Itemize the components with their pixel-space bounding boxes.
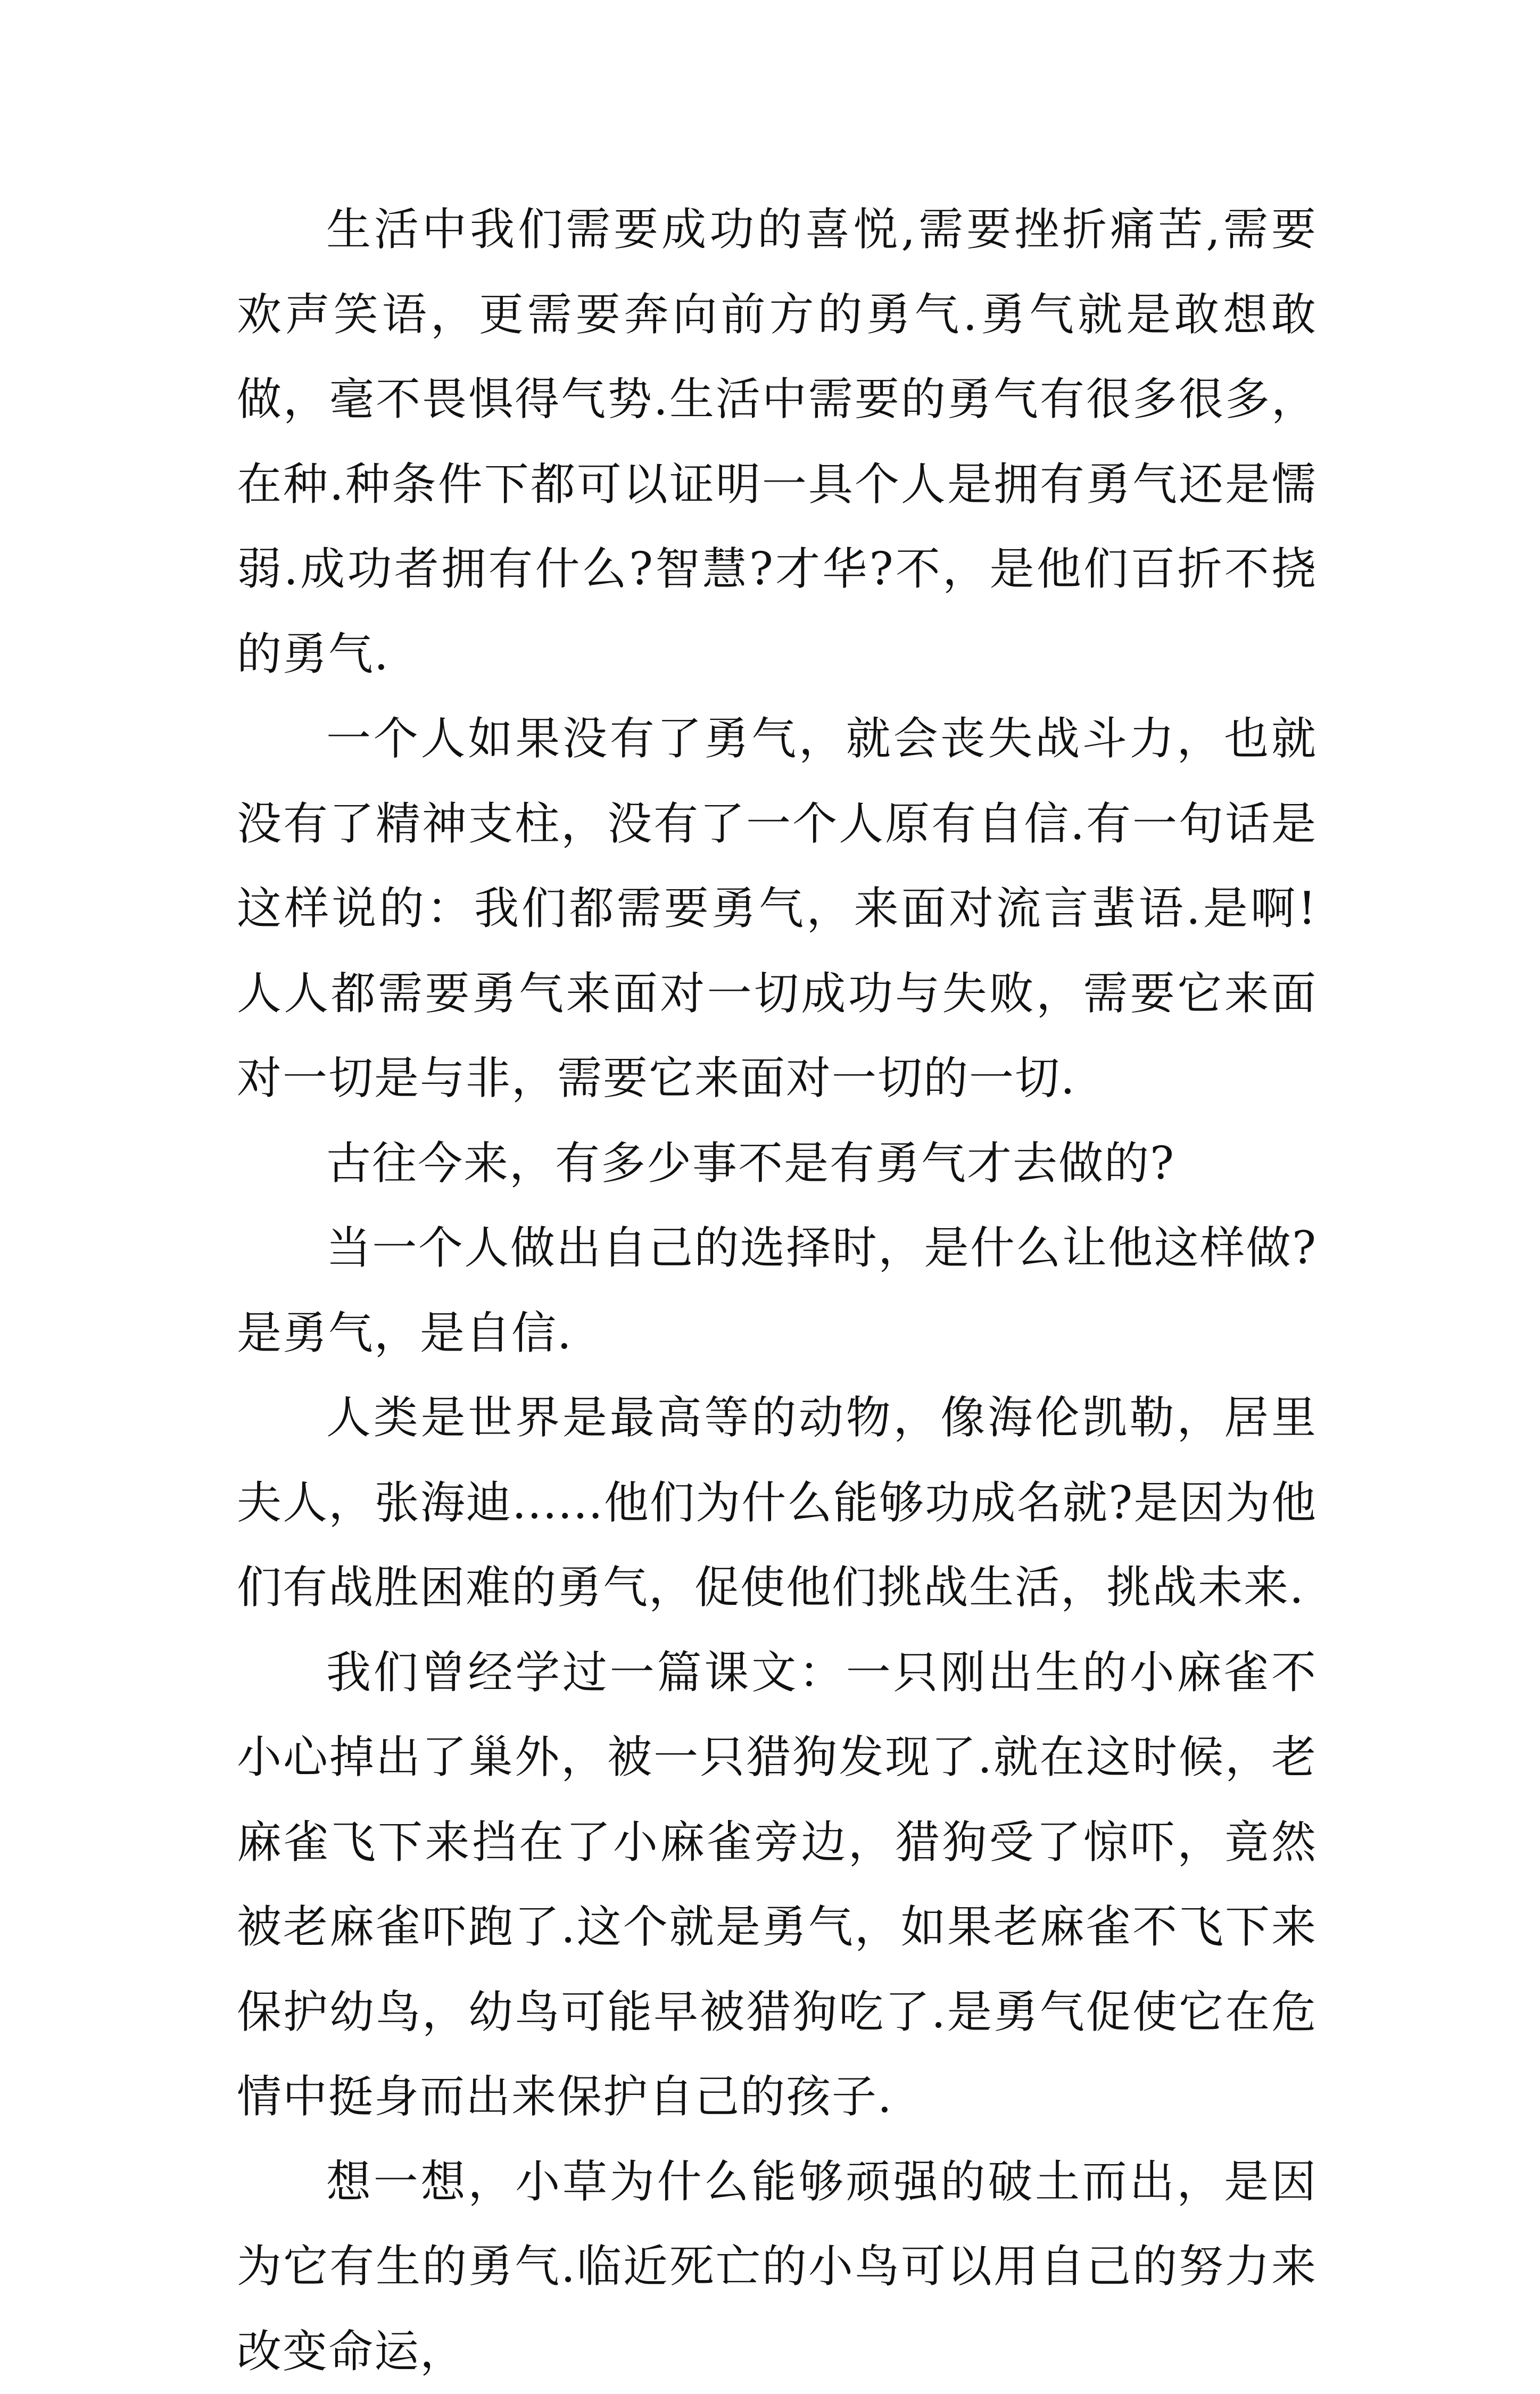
paragraph-2: 一个人如果没有了勇气，就会丧失战斗力，也就没有了精神支柱，没有了一个人原有自信.有一句话是这样说的：我们都需要勇气，来面对流言蜚语.是啊!人人都需要勇气来面对一切成功与失败，需要它来面对一切是与非，需要它来面对一切的一切. bbox=[237, 697, 1317, 1121]
paragraph-1: 生活中我们需要成功的喜悦,需要挫折痛苦,需要欢声笑语，更需要奔向前方的勇气.勇气就是敢想敢做，毫不畏惧得气势.生活中需要的勇气有很多很多，在种.种条件下都可以证明一具个人是拥有勇气还是懦弱.成功者拥有什么?智慧?才华?不，是他们百折不挠的勇气. bbox=[237, 187, 1317, 697]
paragraph-6: 我们曾经学过一篇课文：一只刚出生的小麻雀不小心掉出了巢外，被一只猎狗发现了.就在这时候，老麻雀飞下来挡在了小麻雀旁边，猎狗受了惊吓，竟然被老麻雀吓跑了.这个就是勇气，如果老麻雀不飞下来保护幼鸟，幼鸟可能早被猎狗吃了.是勇气促使它在危情中挺身而出来保护自己的孩子. bbox=[237, 1630, 1317, 2140]
document-body bbox=[237, 187, 1317, 2394]
paragraph-3: 古往今来，有多少事不是有勇气才去做的? bbox=[237, 1121, 1317, 1206]
paragraph-4: 当一个人做出自己的选择时，是什么让他这样做?是勇气，是自信. bbox=[237, 1206, 1317, 1376]
paragraph-7: 想一想，小草为什么能够顽强的破土而出，是因为它有生的勇气.临近死亡的小鸟可以用自己的努力来改变命运， bbox=[237, 2140, 1317, 2394]
paragraph-5: 人类是世界是最高等的动物，像海伦凯勒，居里夫人，张海迪......他们为什么能够功成名就?是因为他们有战胜困难的勇气，促使他们挑战生活，挑战未来. bbox=[237, 1376, 1317, 1630]
